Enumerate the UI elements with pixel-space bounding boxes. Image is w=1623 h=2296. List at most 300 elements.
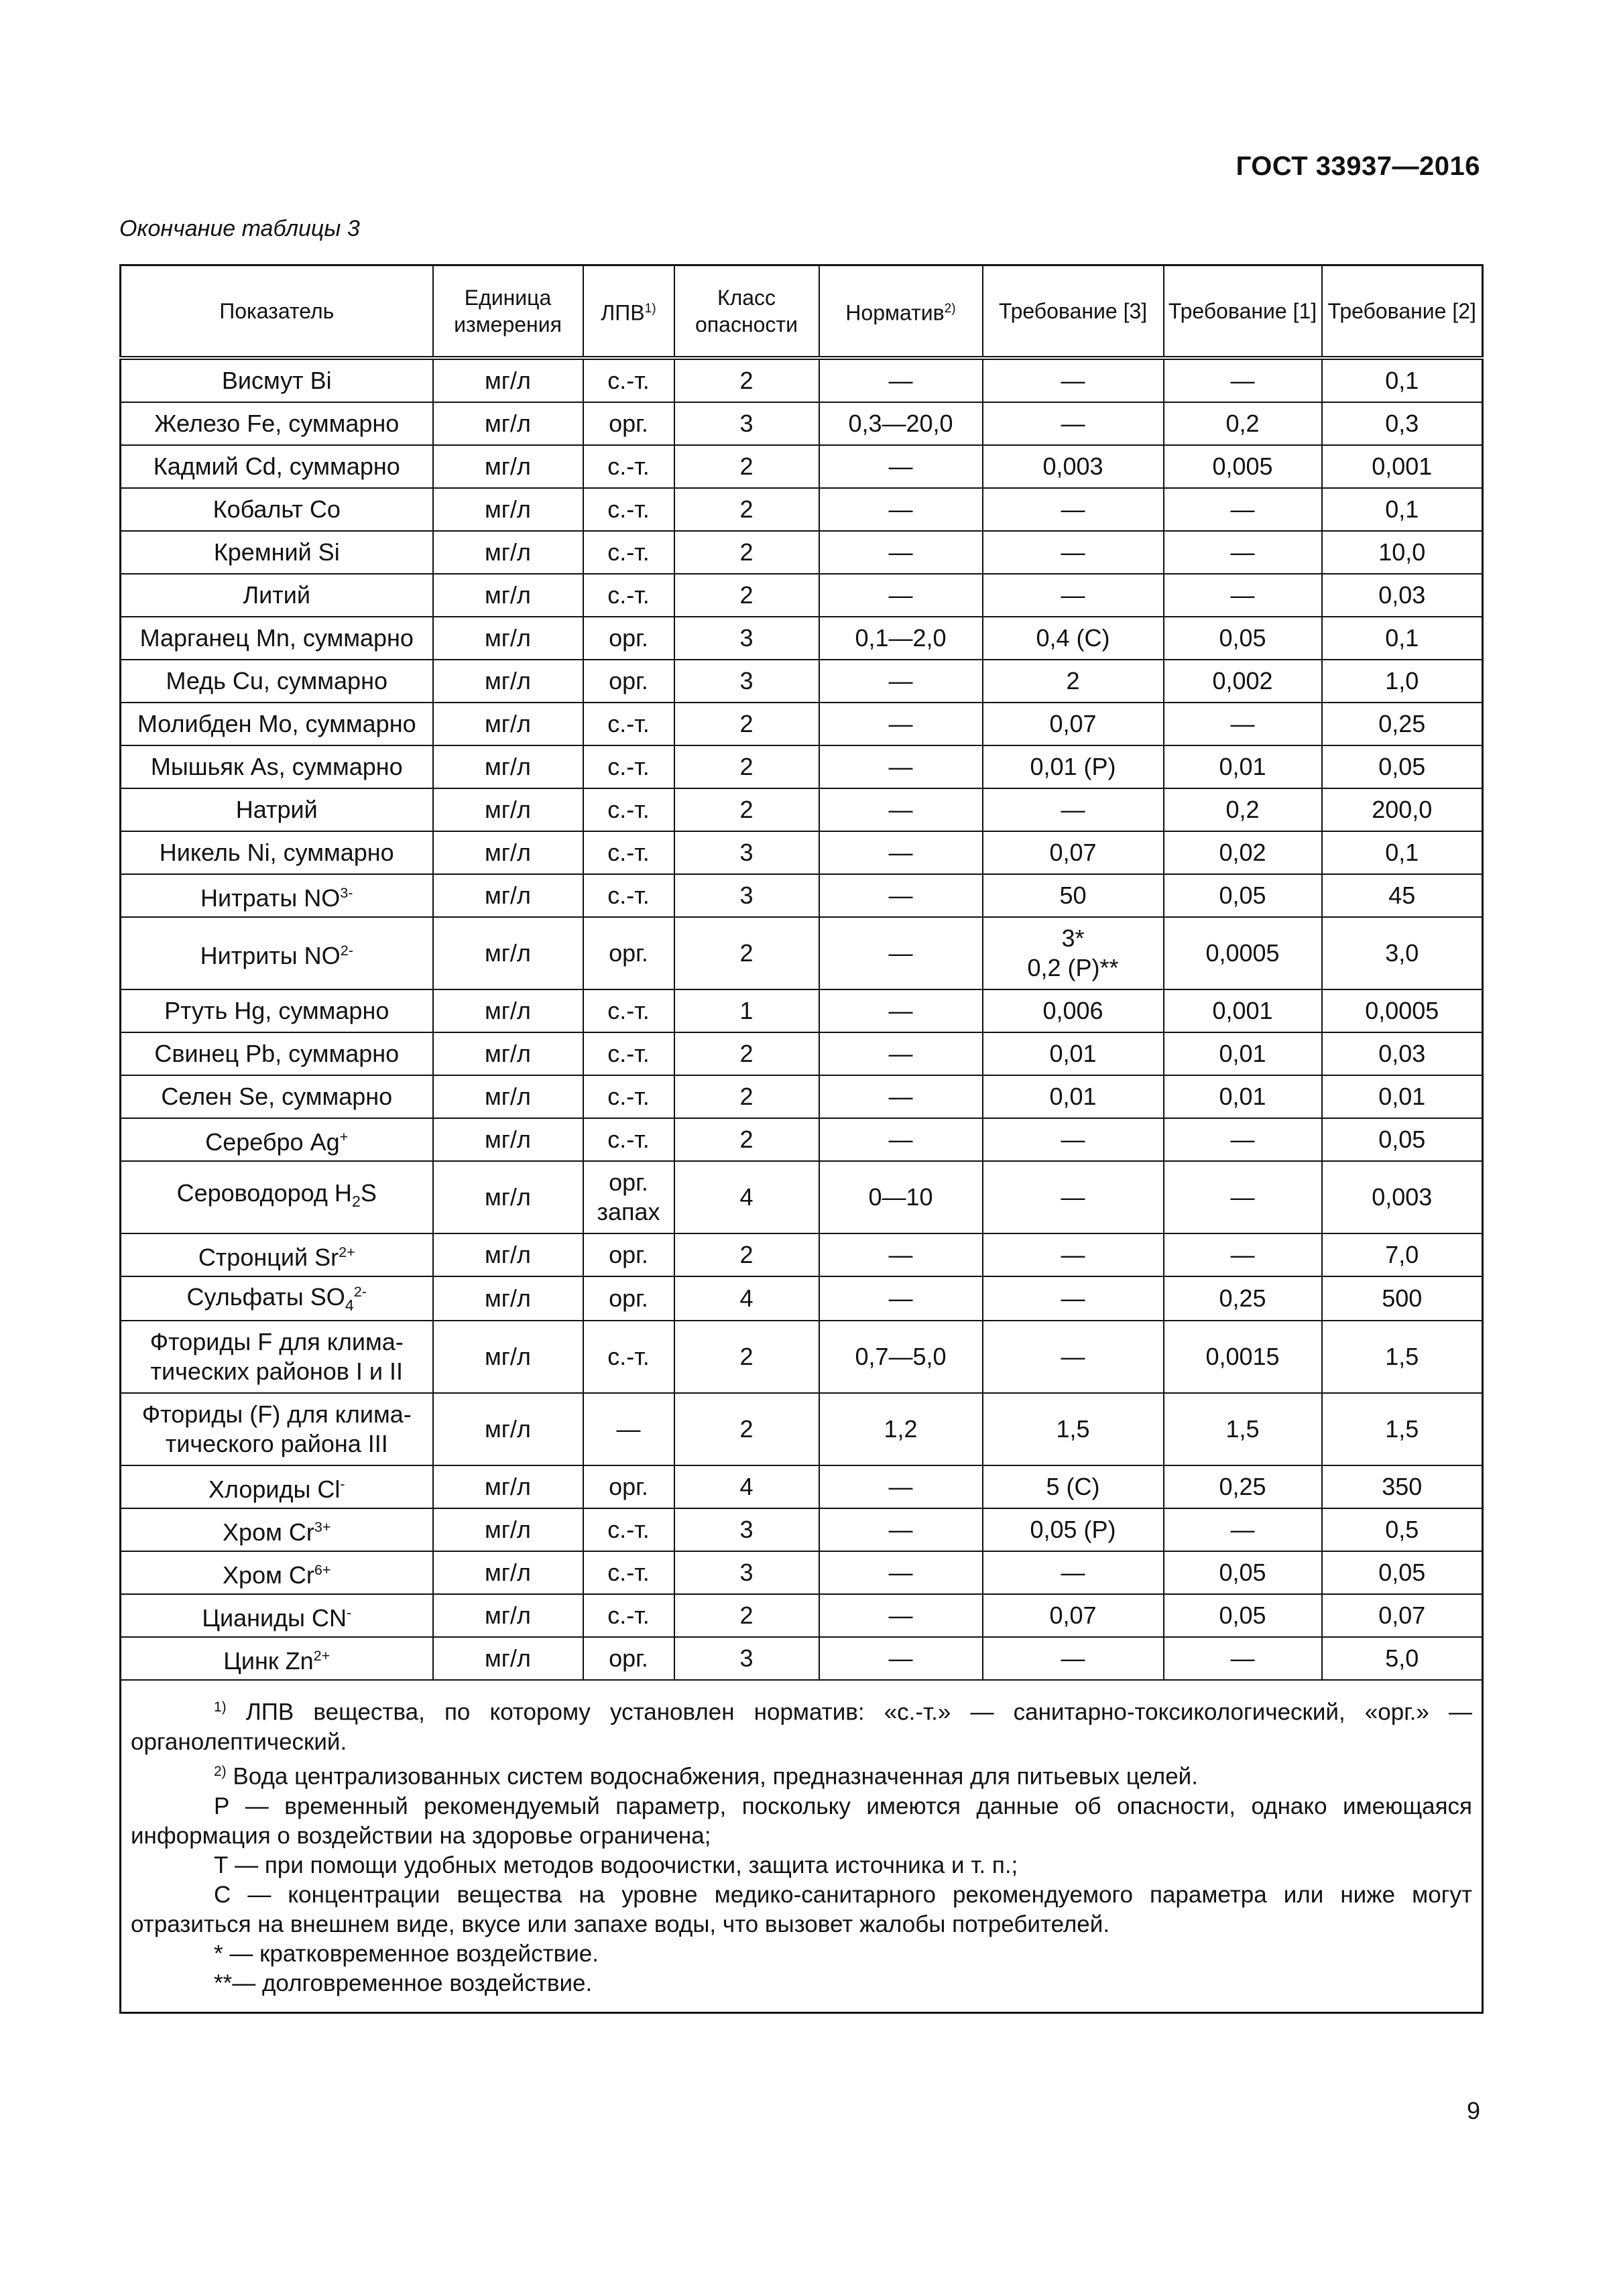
- norm-cell: [819, 1032, 983, 1075]
- indicator-superscript: 6+: [314, 1561, 331, 1579]
- indicator-superscript: -: [340, 1475, 345, 1493]
- hazard-class-cell-value: 4: [739, 1183, 754, 1211]
- unit-cell: [433, 574, 583, 617]
- unit-cell: [433, 788, 583, 831]
- unit-cell: [433, 1321, 583, 1393]
- hazard-class-cell: [674, 1551, 819, 1594]
- indicator-name: Хлориды Cl: [208, 1475, 341, 1504]
- indicator-cell: [121, 989, 433, 1032]
- footnote-marker: 1): [214, 1699, 227, 1715]
- requirement-1-cell: [1164, 745, 1322, 788]
- lpv-cell: [583, 445, 674, 488]
- lpv-cell-value: с.-т.: [607, 997, 650, 1024]
- requirement-1-cell: [1164, 1276, 1322, 1321]
- hazard-class-cell: [674, 1508, 819, 1551]
- lpv-cell-value: с.-т.: [607, 538, 650, 566]
- lpv-cell: [583, 1637, 674, 1680]
- unit-cell-value: мг/л: [485, 581, 531, 609]
- requirement-3-cell: [983, 703, 1164, 745]
- table-body: [121, 358, 1483, 1680]
- header-row: [121, 265, 1483, 359]
- footnote-text: ЛПВ вещества, по которому установлен норматив: «с.-т.» — санитарно-токсикологический, «орг.» — органолептический.: [131, 1699, 1472, 1755]
- requirement-3-cell: [983, 402, 1164, 445]
- unit-cell: [433, 1161, 583, 1233]
- requirement-2-cell: [1322, 831, 1483, 874]
- unit-cell: [433, 874, 583, 917]
- unit-cell: [433, 358, 583, 402]
- requirement-3-cell-value: —: [1061, 1559, 1085, 1587]
- requirement-3-cell-value: —: [1061, 1241, 1085, 1268]
- requirement-1-cell: [1164, 488, 1322, 531]
- requirement-3-cell: [983, 488, 1164, 531]
- hazard-class-cell: [674, 703, 819, 745]
- requirement-1-cell: [1164, 1508, 1322, 1551]
- indicator-name: Цинк Zn: [223, 1647, 314, 1675]
- requirement-2-cell-value: 0,05: [1378, 1126, 1426, 1153]
- indicator-superscript: -: [346, 1604, 352, 1622]
- indicator-name: Селен Se, суммарно: [161, 1083, 393, 1110]
- requirement-2-cell: [1322, 660, 1483, 703]
- requirement-1-cell: [1164, 574, 1322, 617]
- indicator-name-line2: тического района III: [165, 1430, 388, 1458]
- indicator-superscript: 3+: [314, 1518, 331, 1536]
- hazard-class-cell: [674, 788, 819, 831]
- requirement-2-cell: [1322, 745, 1483, 788]
- norm-cell: [819, 531, 983, 574]
- requirement-3-cell: [983, 874, 1164, 917]
- requirement-3-cell-value: 0,07: [1049, 1602, 1097, 1630]
- requirement-2-cell-value: 500: [1382, 1284, 1423, 1313]
- lpv-cell-value: с.-т.: [607, 1126, 650, 1153]
- norm-cell: [819, 1118, 983, 1161]
- norm-cell: [819, 660, 983, 703]
- lpv-cell: [583, 358, 674, 402]
- unit-cell: [433, 1551, 583, 1594]
- lpv-cell: [583, 617, 674, 660]
- hazard-class-cell-value: 2: [739, 495, 754, 523]
- norm-cell-value: —: [888, 796, 913, 823]
- norm-cell-value: —: [888, 1241, 913, 1268]
- table-row: [121, 617, 1483, 660]
- norm-cell: [819, 1276, 983, 1321]
- requirement-2-cell: [1322, 1393, 1483, 1465]
- indicator-cell: [121, 1032, 433, 1075]
- indicator-name: Молибден Mo, суммарно: [137, 710, 416, 737]
- requirement-2-cell: [1322, 1233, 1483, 1276]
- unit-cell-value: мг/л: [485, 1644, 531, 1673]
- requirement-3-cell-value: —: [1061, 538, 1085, 566]
- indicator-cell: [121, 788, 433, 831]
- requirement-2-cell-value: 0,05: [1378, 753, 1426, 780]
- requirement-1-cell: [1164, 831, 1322, 874]
- norm-cell-value: —: [888, 1040, 913, 1067]
- hazard-class-cell: [674, 574, 819, 617]
- unit-cell: [433, 402, 583, 445]
- indicator-cell: [121, 1637, 433, 1680]
- requirement-1-cell-value: 0,0005: [1205, 939, 1280, 967]
- indicator-cell: [121, 1594, 433, 1637]
- requirement-1-cell: [1164, 660, 1322, 703]
- hazard-class-cell: [674, 531, 819, 574]
- table-row: [121, 745, 1483, 788]
- norm-cell-value: 0,1—2,0: [855, 624, 947, 652]
- lpv-cell-value: орг.: [609, 1644, 648, 1673]
- requirement-2-cell: [1322, 1161, 1483, 1233]
- hazard-class-cell-value: 3: [739, 1559, 754, 1587]
- unit-cell: [433, 617, 583, 660]
- requirement-3-cell-value: 5 (С): [1046, 1473, 1100, 1501]
- requirement-2-cell: [1322, 917, 1483, 989]
- requirement-3-cell-value: —: [1061, 1644, 1085, 1673]
- data-table: [119, 264, 1484, 2014]
- lpv-cell-value: с.-т.: [607, 753, 650, 780]
- hazard-class-cell: [674, 1637, 819, 1680]
- requirement-1-cell-value: —: [1230, 1644, 1255, 1673]
- requirement-3-cell-value: —: [1061, 1284, 1085, 1313]
- document-id: ГОСТ 33937—2016: [1236, 152, 1480, 181]
- requirement-2-cell: [1322, 1465, 1483, 1508]
- norm-cell-value: 1,2: [884, 1415, 918, 1443]
- hazard-class-cell-value: 2: [739, 1343, 754, 1371]
- indicator-cell: [121, 1118, 433, 1161]
- requirement-2-cell: [1322, 1075, 1483, 1118]
- requirement-2-cell: [1322, 1032, 1483, 1075]
- lpv-cell: [583, 831, 674, 874]
- unit-cell: [433, 445, 583, 488]
- table-header: [121, 265, 1483, 359]
- requirement-3-cell-value: 0,01: [1049, 1040, 1097, 1067]
- indicator-cell: [121, 531, 433, 574]
- requirement-3-cell: [983, 1321, 1164, 1393]
- hazard-class-cell: [674, 1032, 819, 1075]
- indicator-cell: [121, 574, 433, 617]
- requirement-3-cell: [983, 989, 1164, 1032]
- requirement-1-cell: [1164, 1594, 1322, 1637]
- hazard-class-cell: [674, 1321, 819, 1393]
- footnote-text: Р — временный рекомендуемый параметр, поскольку имеются данные об опасности, однако имеющаяся информация о воздействии на здоровье ограничена;: [131, 1793, 1472, 1849]
- table-row: [121, 1276, 1483, 1321]
- norm-cell-value: —: [888, 1602, 913, 1630]
- unit-cell: [433, 531, 583, 574]
- lpv-cell-value: с.-т.: [607, 882, 650, 909]
- norm-cell-value: —: [888, 710, 913, 737]
- hazard-class-cell-value: 2: [739, 1040, 754, 1067]
- table-caption: Окончание таблицы 3: [119, 216, 360, 241]
- indicator-name: Свинец Pb, суммарно: [154, 1040, 400, 1067]
- footnote: [131, 1969, 1472, 1998]
- requirement-3-cell-value: —: [1061, 1126, 1085, 1153]
- unit-cell: [433, 831, 583, 874]
- requirement-1-cell: [1164, 788, 1322, 831]
- requirement-2-cell-value: 0,5: [1385, 1516, 1419, 1544]
- table-row: [121, 831, 1483, 874]
- norm-cell-value: —: [888, 538, 913, 566]
- indicator-name: Фториды F для клима-: [149, 1328, 404, 1356]
- unit-cell-value: мг/л: [485, 1241, 531, 1268]
- table-row: [121, 1032, 1483, 1075]
- hazard-class-cell-value: 3: [739, 882, 754, 909]
- footnotes-cell: [121, 1680, 1483, 2012]
- requirement-2-cell-value: 0,25: [1378, 710, 1426, 737]
- indicator-superscript: 2-: [353, 1283, 367, 1300]
- requirement-2-cell-value: 0,1: [1385, 495, 1419, 523]
- indicator-name: Стронций Sr: [198, 1244, 339, 1271]
- hazard-class-cell: [674, 402, 819, 445]
- unit-cell-value: мг/л: [485, 1040, 531, 1067]
- requirement-1-cell-value: 0,05: [1219, 624, 1266, 652]
- unit-cell-value: мг/л: [485, 1602, 531, 1630]
- unit-cell-value: мг/л: [485, 495, 531, 523]
- hazard-class-cell: [674, 617, 819, 660]
- indicator-name: Мышьяк As, суммарно: [150, 753, 403, 780]
- lpv-cell-value: с.-т.: [607, 452, 650, 480]
- hazard-class-cell-value: 2: [739, 1241, 754, 1268]
- unit-cell-value: мг/л: [485, 710, 531, 737]
- table-row: [121, 1465, 1483, 1508]
- lpv-cell: [583, 788, 674, 831]
- table-row: [121, 1233, 1483, 1276]
- unit-cell: [433, 703, 583, 745]
- requirement-3-cell-value: 0,006: [1042, 997, 1103, 1024]
- lpv-cell: [583, 488, 674, 531]
- column-header: [674, 265, 819, 359]
- column-header: [1164, 265, 1322, 359]
- hazard-class-cell-value: 2: [739, 796, 754, 823]
- lpv-cell-value: с.-т.: [607, 796, 650, 823]
- unit-cell-value: мг/л: [485, 1516, 531, 1544]
- table-row: [121, 1075, 1483, 1118]
- requirement-3-cell-value: 0,01 (Р): [1030, 753, 1116, 780]
- requirement-3-cell-value: 0,05 (Р): [1030, 1516, 1116, 1544]
- requirement-2-cell-value: 45: [1388, 882, 1416, 909]
- requirement-2-cell-value: 5,0: [1385, 1644, 1419, 1673]
- requirement-3-cell-value: 1,5: [1056, 1415, 1090, 1443]
- requirement-3-cell: [983, 1233, 1164, 1276]
- hazard-class-cell: [674, 831, 819, 874]
- footnote-marker: 2): [944, 302, 956, 316]
- indicator-cell: [121, 358, 433, 402]
- footnote-text: Т — при помощи удобных методов водоочистки, защита источника и т. п.;: [214, 1852, 1018, 1878]
- requirement-3-cell-value: 0,01: [1049, 1083, 1097, 1110]
- footnote: [131, 1939, 1472, 1969]
- unit-cell-value: мг/л: [485, 367, 531, 394]
- hazard-class-cell: [674, 917, 819, 989]
- requirement-1-cell-value: 0,25: [1219, 1284, 1266, 1313]
- hazard-class-cell-value: 2: [739, 581, 754, 609]
- norm-cell-value: —: [888, 1559, 913, 1587]
- lpv-cell-value: с.-т.: [607, 1083, 650, 1110]
- requirement-1-cell-value: —: [1230, 581, 1255, 609]
- requirement-3-cell: [983, 1118, 1164, 1161]
- hazard-class-cell: [674, 745, 819, 788]
- indicator-name: Нитраты NO: [200, 884, 341, 912]
- requirement-2-cell-value: 0,0005: [1365, 997, 1439, 1024]
- requirement-1-cell: [1164, 1161, 1322, 1233]
- hazard-class-cell-value: 2: [739, 538, 754, 566]
- requirement-2-cell-value: 0,3: [1385, 410, 1419, 437]
- column-header: [1322, 265, 1483, 359]
- requirement-2-cell: [1322, 1276, 1483, 1321]
- indicator-name: Хром Cr: [223, 1518, 314, 1547]
- lpv-cell-value: орг.: [609, 1168, 648, 1196]
- requirement-2-cell-value: 0,1: [1385, 624, 1419, 652]
- footnote-text: * — кратковременное воздействие.: [214, 1940, 599, 1967]
- requirement-1-cell-value: 0,25: [1219, 1473, 1266, 1501]
- norm-cell-value: —: [888, 1473, 913, 1501]
- requirement-2-cell: [1322, 874, 1483, 917]
- requirement-2-cell: [1322, 617, 1483, 660]
- table-row: [121, 1594, 1483, 1637]
- requirement-1-cell-value: —: [1230, 1126, 1255, 1153]
- norm-cell: [819, 1075, 983, 1118]
- requirement-2-cell-value: 0,07: [1378, 1602, 1426, 1630]
- norm-cell: [819, 917, 983, 989]
- requirement-2-cell-value: 200,0: [1372, 796, 1433, 823]
- requirement-2-cell: [1322, 1594, 1483, 1637]
- requirement-1-cell-value: 0,05: [1219, 1559, 1266, 1587]
- indicator-name: Сульфаты SO: [186, 1283, 345, 1311]
- requirement-1-cell-value: 0,001: [1212, 997, 1273, 1024]
- hazard-class-cell-value: 4: [739, 1284, 754, 1313]
- requirement-3-cell: [983, 1393, 1164, 1465]
- requirement-2-cell: [1322, 703, 1483, 745]
- indicator-cell: [121, 703, 433, 745]
- requirement-3-value-line2: 0,2 (Р)**: [1027, 954, 1119, 981]
- requirement-1-cell: [1164, 1321, 1322, 1393]
- requirement-1-cell-value: —: [1230, 710, 1255, 737]
- requirement-1-cell-value: 0,01: [1219, 1040, 1266, 1067]
- indicator-cell: [121, 488, 433, 531]
- requirement-1-cell-value: —: [1230, 1183, 1255, 1211]
- requirement-3-cell-value: 2: [1066, 667, 1080, 694]
- norm-cell-value: —: [888, 939, 913, 967]
- requirement-3-cell-value: —: [1061, 581, 1085, 609]
- page-number: 9: [1466, 2097, 1480, 2124]
- column-header-label: Норматив: [845, 300, 945, 325]
- column-header-label: Показатель: [219, 299, 335, 323]
- indicator-cell: [121, 1465, 433, 1508]
- norm-cell: [819, 1637, 983, 1680]
- table-row: [121, 574, 1483, 617]
- requirement-1-cell-value: 0,0015: [1205, 1343, 1280, 1371]
- column-header-label: Класс опасности: [695, 286, 798, 337]
- indicator-subscript: 2: [351, 1193, 361, 1211]
- indicator-cell: [121, 1233, 433, 1276]
- requirement-2-cell: [1322, 574, 1483, 617]
- lpv-cell: [583, 917, 674, 989]
- table-row: [121, 1393, 1483, 1465]
- column-header: [121, 265, 433, 359]
- indicator-cell: [121, 445, 433, 488]
- hazard-class-cell: [674, 1233, 819, 1276]
- norm-cell-value: 0,3—20,0: [848, 410, 953, 437]
- indicator-name: Медь Cu, суммарно: [166, 667, 387, 694]
- table-row: [121, 358, 1483, 402]
- requirement-1-cell-value: 0,01: [1219, 753, 1266, 780]
- norm-cell: [819, 1161, 983, 1233]
- requirement-3-cell: [983, 1594, 1164, 1637]
- requirement-1-cell: [1164, 617, 1322, 660]
- footnote: [131, 1757, 1472, 1792]
- requirement-1-cell: [1164, 358, 1322, 402]
- table-row: [121, 1161, 1483, 1233]
- lpv-cell-value: орг.: [609, 1284, 648, 1313]
- hazard-class-cell: [674, 488, 819, 531]
- norm-cell: [819, 1594, 983, 1637]
- lpv-cell-value: с.-т.: [607, 1343, 650, 1371]
- requirement-3-cell-value: 3*: [1061, 924, 1085, 952]
- norm-cell: [819, 1508, 983, 1551]
- footnote-text: С — концентрации вещества на уровне медико-санитарного рекомендуемого параметра или ниже могут отразиться на внешнем виде, вкусе или запахе воды, что вызовет жалобы потребителей.: [131, 1881, 1472, 1937]
- norm-cell: [819, 703, 983, 745]
- indicator-subscript: 4: [345, 1296, 354, 1315]
- requirement-2-cell-value: 0,03: [1378, 581, 1426, 609]
- unit-cell-value: мг/л: [485, 452, 531, 480]
- hazard-class-cell: [674, 1594, 819, 1637]
- footnote-marker: 2): [214, 1763, 227, 1779]
- unit-cell-value: мг/л: [485, 997, 531, 1024]
- unit-cell-value: мг/л: [485, 538, 531, 566]
- requirement-3-cell: [983, 788, 1164, 831]
- requirement-3-cell-value: —: [1061, 796, 1085, 823]
- requirement-3-cell: [983, 574, 1164, 617]
- unit-cell-value: мг/л: [485, 1183, 531, 1211]
- requirement-2-cell: [1322, 788, 1483, 831]
- hazard-class-cell-value: 2: [739, 1602, 754, 1630]
- lpv-cell: [583, 1465, 674, 1508]
- requirement-3-cell: [983, 917, 1164, 989]
- requirement-3-cell-value: —: [1061, 495, 1085, 523]
- table-row: [121, 1321, 1483, 1393]
- norm-cell-value: —: [888, 839, 913, 866]
- lpv-cell-value: с.-т.: [607, 1559, 650, 1587]
- indicator-cell: [121, 874, 433, 917]
- requirement-2-cell: [1322, 1637, 1483, 1680]
- norm-cell-value: —: [888, 1126, 913, 1153]
- hazard-class-cell: [674, 1118, 819, 1161]
- unit-cell-value: мг/л: [485, 1415, 531, 1443]
- unit-cell: [433, 1233, 583, 1276]
- requirement-3-cell-value: —: [1061, 1343, 1085, 1371]
- requirement-1-cell: [1164, 917, 1322, 989]
- indicator-name: Нитриты NO: [200, 942, 341, 969]
- requirement-3-cell: [983, 745, 1164, 788]
- hazard-class-cell: [674, 989, 819, 1032]
- norm-cell: [819, 1551, 983, 1594]
- requirement-1-cell-value: 0,2: [1225, 796, 1260, 823]
- requirement-1-cell: [1164, 1637, 1322, 1680]
- requirement-1-cell-value: —: [1230, 367, 1255, 394]
- lpv-cell-value: орг.: [609, 624, 648, 652]
- requirement-2-cell-value: 0,05: [1378, 1559, 1426, 1587]
- requirement-2-cell: [1322, 531, 1483, 574]
- indicator-cell: [121, 917, 433, 989]
- lpv-cell-value: с.-т.: [607, 367, 650, 394]
- table-row: [121, 1508, 1483, 1551]
- hazard-class-cell-value: 2: [739, 710, 754, 737]
- hazard-class-cell: [674, 1276, 819, 1321]
- requirement-2-cell-value: 0,1: [1385, 367, 1419, 394]
- hazard-class-cell-value: 2: [739, 753, 754, 780]
- indicator-name: Цианиды CN: [202, 1604, 347, 1632]
- requirement-2-cell: [1322, 1321, 1483, 1393]
- hazard-class-cell: [674, 1161, 819, 1233]
- norm-cell-value: —: [888, 1644, 913, 1673]
- norm-cell-value: —: [888, 1516, 913, 1544]
- requirement-1-cell-value: 0,05: [1219, 882, 1266, 909]
- norm-cell: [819, 831, 983, 874]
- norm-cell-value: —: [888, 367, 913, 394]
